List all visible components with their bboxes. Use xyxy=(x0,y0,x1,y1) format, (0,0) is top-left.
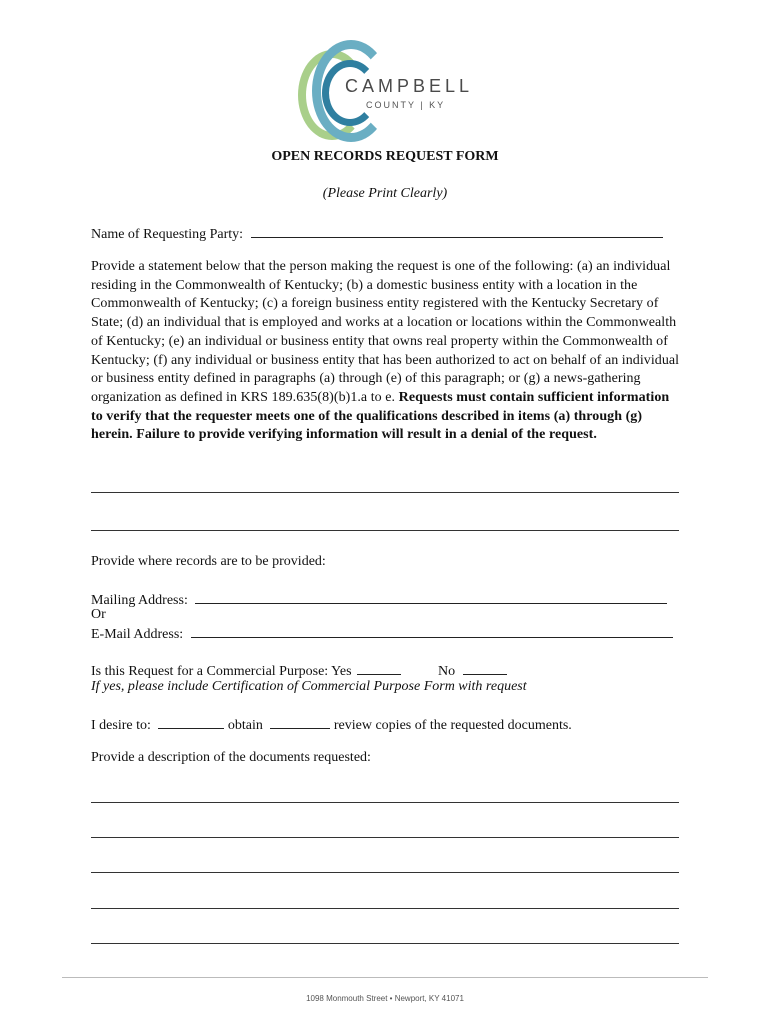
mailing-address-field[interactable] xyxy=(195,590,667,604)
requesting-party-field[interactable] xyxy=(251,224,663,238)
description-line-4[interactable] xyxy=(91,908,679,909)
email-address-label: E-Mail Address: xyxy=(91,627,184,642)
email-address-row xyxy=(91,624,673,643)
statement-bold-text: Requests must contain sufficient information to verify that the requester meets one of the qualifications described in items (a) through (g) herein. Failure to provide verifying information will result in a denial of the request. xyxy=(91,389,670,443)
requesting-party-row xyxy=(91,224,663,243)
form-subtitle: (Please Print Clearly) xyxy=(322,186,448,201)
requesting-party-label: Name of Requesting Party: xyxy=(91,227,244,242)
description-line-2[interactable] xyxy=(91,837,679,838)
logo-name: CAMPBELL xyxy=(345,76,474,96)
obtain-field[interactable] xyxy=(158,715,224,729)
mailing-address-label: Mailing Address: xyxy=(91,593,188,608)
commercial-purpose-row xyxy=(91,661,507,680)
desire-label: I desire to: xyxy=(91,718,151,733)
campbell-county-logo xyxy=(296,40,476,136)
statement-line-2[interactable] xyxy=(91,530,679,531)
description-line-5[interactable] xyxy=(91,943,679,944)
review-field[interactable] xyxy=(270,715,330,729)
description-line-1[interactable] xyxy=(91,802,679,803)
form-title: OPEN RECORDS REQUEST FORM xyxy=(271,149,499,164)
review-label: review copies of the requested documents. xyxy=(333,718,572,733)
commercial-no-label: No xyxy=(438,664,456,679)
records-delivery-label: Provide where records are to be provided: xyxy=(91,554,326,569)
email-address-field[interactable] xyxy=(191,624,673,638)
commercial-no-field[interactable] xyxy=(463,661,507,675)
documents-description-label: Provide a description of the documents requested: xyxy=(91,750,371,765)
or-label: Or xyxy=(91,607,106,622)
description-line-3[interactable] xyxy=(91,872,679,873)
obtain-label: obtain xyxy=(227,718,263,733)
mailing-address-row xyxy=(91,590,667,609)
commercial-purpose-label: Is this Request for a Commercial Purpose: Yes xyxy=(91,664,352,679)
qualification-statement xyxy=(91,258,681,445)
footer-address: 1098 Monmouth Street • Newport, KY 41071 xyxy=(306,994,464,1003)
footer-divider xyxy=(62,977,708,978)
statement-line-1[interactable] xyxy=(91,492,679,493)
desire-row xyxy=(91,715,572,734)
statement-text: Provide a statement below that the person making the request is one of the following: (a) an individual residing in the Commonwealth of Kentucky; (b) a domestic business entity with a location in the Commonwealth of Kentucky; (c) a foreign business entity registered with the Kentucky Secretary of State; (d) an individual that is employed and works at a location or locations within the Commonwealth of Kentucky; (e) an individual or business entity that owns real property within the Commonwealth of Kentucky; (f) any individual or business entity that has been authorized to act on behalf of an individual or business entity defined in paragraphs (a) through (e) of this paragraph; or (g) a news-gathering organization as defined in KRS 189.635(8)(b)1.a to e. xyxy=(91,259,680,405)
logo-subtitle: COUNTY | KY xyxy=(366,100,446,110)
commercial-yes-field[interactable] xyxy=(357,661,401,675)
commercial-purpose-note: If yes, please include Certification of Commercial Purpose Form with request xyxy=(91,679,527,694)
